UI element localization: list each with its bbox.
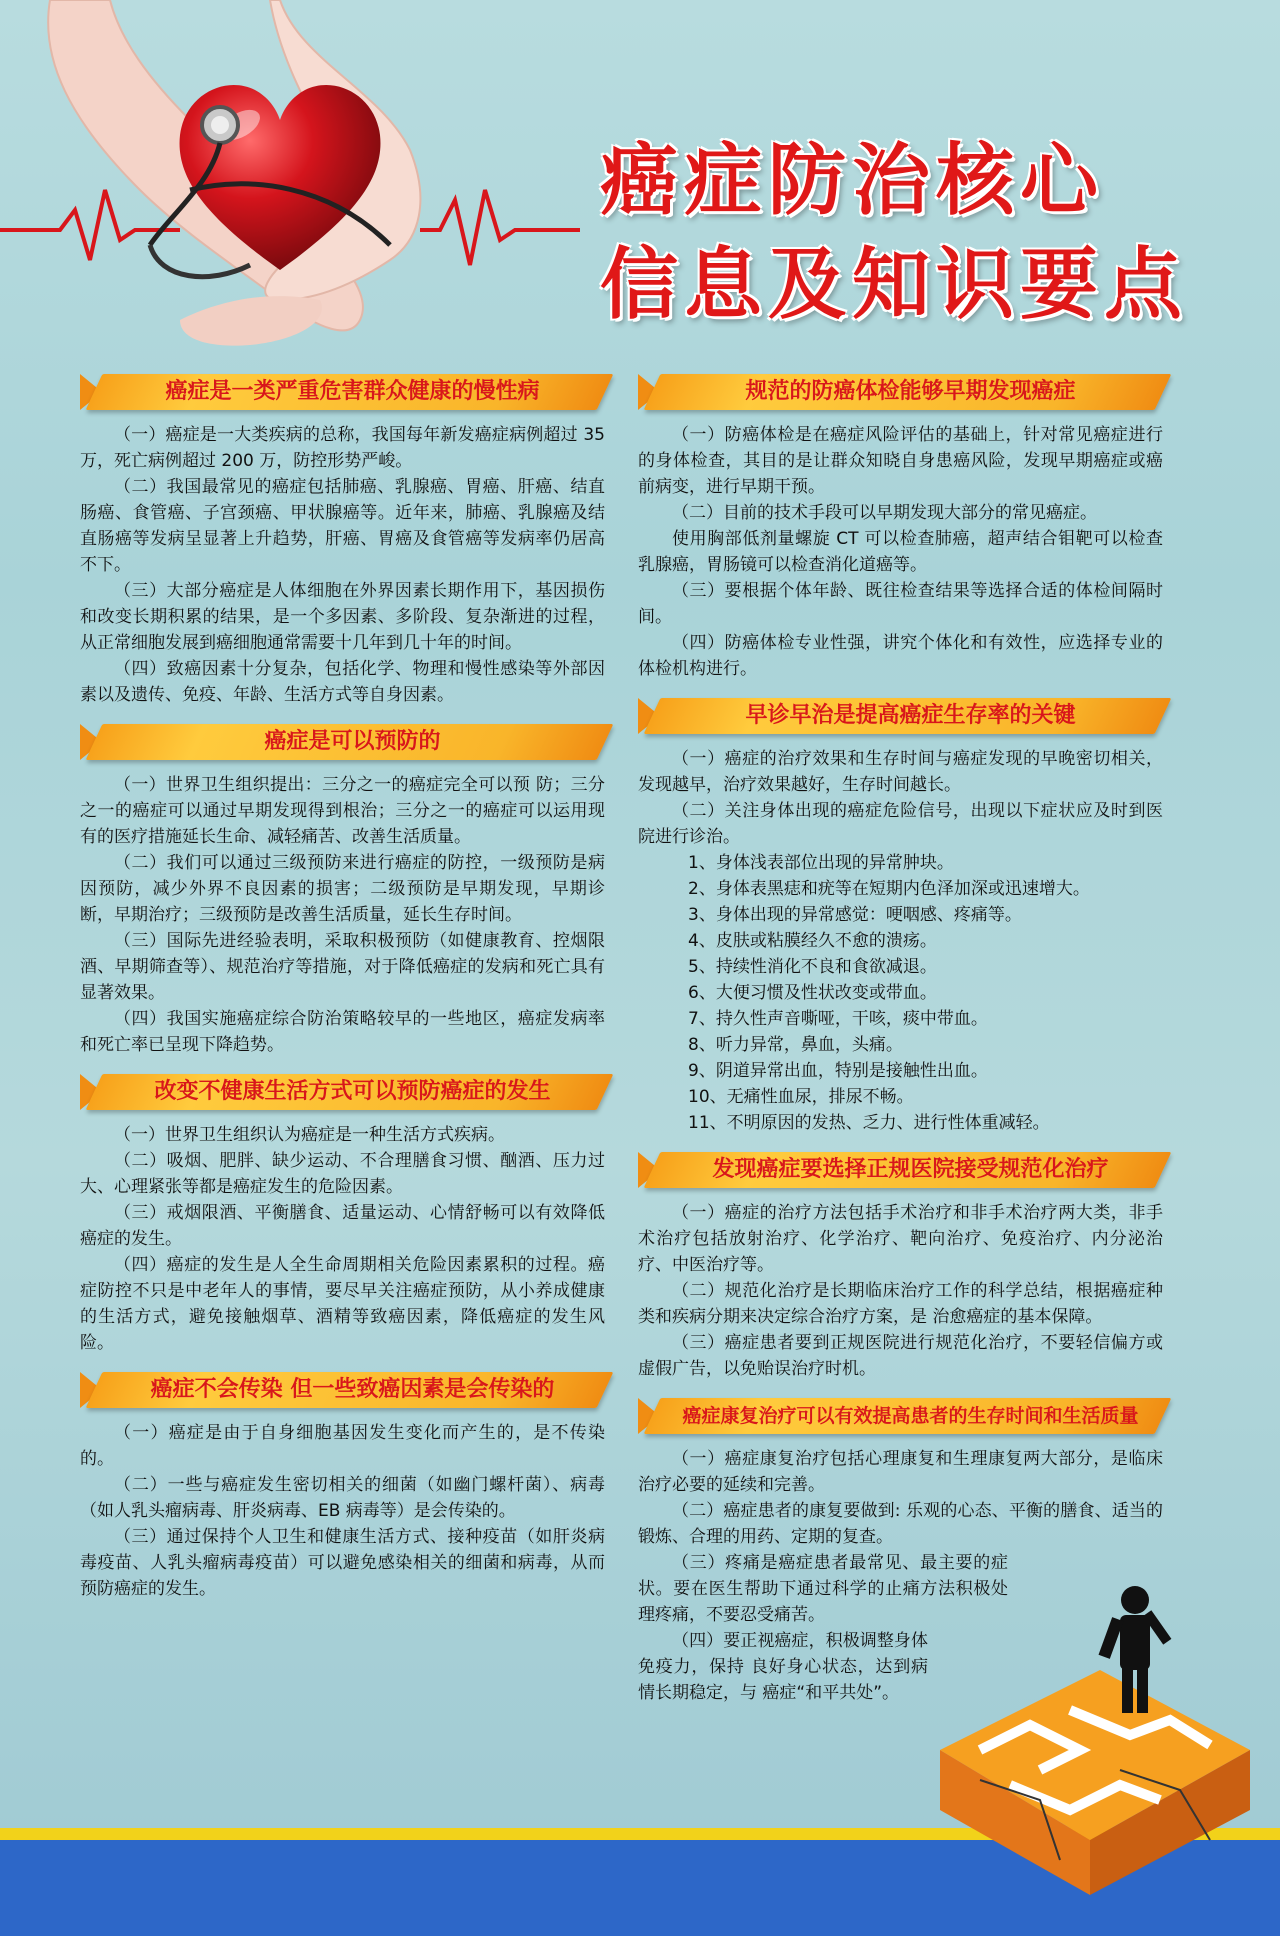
paragraph: （二）一些与癌症发生密切相关的细菌（如幽门螺杆菌）、病毒（如人乳头瘤病毒、肝炎病毒、EB 病毒等）是会传染的。 [80, 1475, 605, 1521]
list-item: 9、阴道异常出血，特别是接触性出血。 [688, 1061, 988, 1081]
section-heading-text: 改变不健康生活方式可以预防癌症的发生 [154, 1079, 551, 1104]
section-heading-text: 发现癌症要选择正规医院接受规范化治疗 [712, 1157, 1109, 1182]
paragraph: （二）我国最常见的癌症包括肺癌、乳腺癌、胃癌、肝癌、结直肠癌、食管癌、子宫颈癌、甲状腺癌等。近年来，肺癌、乳腺癌及结直肠癌等发病呈显著上升趋势，肝癌、胃癌及食管癌等发病率仍居高不下。 [80, 477, 605, 575]
section-lifestyle [80, 1072, 605, 1356]
section-heading [80, 1370, 605, 1410]
list-item: 2、身体表黑痣和疣等在短期内色泽加深或迅速增大。 [688, 879, 1090, 899]
section-heading-text: 规范的防癌体检能够早期发现癌症 [745, 379, 1076, 404]
section-early-diagnosis [638, 696, 1163, 1136]
paragraph: （四）我国实施癌症综合防治策略较早的一些地区，癌症发病率和死亡率已呈现下降趋势。 [80, 1009, 605, 1055]
paragraph: （三）通过保持个人卫生和健康生活方式、接种疫苗（如肝炎病毒疫苗、人乳头瘤病毒疫苗）可以避免感染相关的细菌和病毒，从而预防癌症的发生。 [80, 1527, 605, 1599]
paragraph: （一）癌症的治疗效果和生存时间与癌症发现的早晚密切相关，发现越早，治疗效果越好，生存时间越长。 [638, 749, 1163, 795]
stethoscope-icon [130, 95, 430, 295]
paragraph: （一）世界卫生组织提出：三分之一的癌症完全可以预 防；三分之一的癌症可以通过早期发现得到根治；三分之一的癌症可以运用现有的医疗措施延长生命、减轻痛苦、改善生活质量。 [80, 775, 605, 847]
list-item: 8、听力异常，鼻血，头痛。 [688, 1035, 903, 1055]
section-preventable [80, 722, 605, 1058]
paragraph: （一）世界卫生组织认为癌症是一种生活方式疾病。 [114, 1125, 505, 1145]
section-heading [638, 1150, 1163, 1190]
paragraph: （二）关注身体出现的癌症危险信号，出现以下症状应及时到医院进行诊治。 [638, 801, 1163, 847]
section-heading [80, 372, 605, 412]
paragraph: （三）癌症患者要到正规医院进行规范化治疗，不要轻信偏方或虚假广告，以免贻误治疗时机。 [638, 1333, 1163, 1379]
paragraph: （一）癌症的治疗方法包括手术治疗和非手术治疗两大类，非手术治疗包括放射治疗、化学治疗、靶向治疗、免疫治疗、内分泌治疗、中医治疗等。 [638, 1203, 1163, 1275]
section-heading [638, 372, 1163, 412]
paragraph: （四）防癌体检专业性强，讲究个体化和有效性，应选择专业的体检机构进行。 [638, 633, 1163, 679]
paragraph: （三）大部分癌症是人体细胞在外界因素长期作用下，基因损伤和改变长期积累的结果，是一个多因素、多阶段、复杂渐进的过程，从正常细胞发展到癌细胞通常需要十几年到几十年的时间。 [80, 581, 605, 653]
list-item: 7、持久性声音嘶哑，干咳，痰中带血。 [688, 1009, 988, 1029]
section-screening [638, 372, 1163, 682]
paragraph: （一）防癌体检是在癌症风险评估的基础上，针对常见癌症进行的身体检查，其目的是让群众知晓自身患癌风险，发现早期癌症或癌前病变，进行早期干预。 [638, 425, 1163, 497]
paragraph: （一）癌症康复治疗包括心理康复和生理康复两大部分，是临床治疗必要的延续和完善。 [638, 1449, 1163, 1495]
symptom-list [638, 850, 1163, 1136]
paragraph: （二）吸烟、肥胖、缺少运动、不合理膳食习惯、酗酒、压力过大、心理紧张等都是癌症发生的危险因素。 [80, 1151, 605, 1197]
paragraph: （一）癌症是一大类疾病的总称，我国每年新发癌症病例超过 35 万，死亡病例超过 200 万，防控形势严峻。 [80, 425, 605, 471]
list-item: 6、大便习惯及性状改变或带血。 [688, 983, 937, 1003]
paragraph: （四）癌症的发生是人全生命周期相关危险因素累积的过程。癌症防控不只是中老年人的事情，要尽早关注癌症预防，从小养成健康的生活方式，避免接触烟草、酒精等致癌因素，降低癌症的发生风险。 [80, 1255, 605, 1353]
section-heading [80, 1072, 605, 1112]
section-heading-text: 癌症是可以预防的 [264, 729, 441, 754]
section-standard-treatment [638, 1150, 1163, 1382]
paragraph: （三）戒烟限酒、平衡膳食、适量运动、心情舒畅可以有效降低癌症的发生。 [80, 1203, 605, 1249]
section-chronic-disease [80, 372, 605, 708]
list-item: 5、持续性消化不良和食欲减退。 [688, 957, 937, 977]
paragraph: （四）要正视癌症，积极调整身体免疫力，保持 良好身心状态，达到病情长期稳定，与 癌症“和平共处”。 [638, 1631, 928, 1703]
left-column [80, 372, 605, 1616]
paragraph: （二）癌症患者的康复要做到: 乐观的心态、平衡的膳食、适当的锻炼、合理的用药、定期的复查。 [638, 1501, 1163, 1547]
section-heading-text: 癌症是一类严重危害群众健康的慢性病 [165, 379, 540, 404]
right-column [638, 372, 1163, 1720]
paragraph: （二）规范化治疗是长期临床治疗工作的科学总结，根据癌症种类和疾病分期来决定综合治疗方案，是 治愈癌症的基本保障。 [638, 1281, 1163, 1327]
list-item: 11、不明原因的发热、乏力、进行性体重减轻。 [688, 1113, 1050, 1133]
paragraph: 使用胸部低剂量螺旋 CT 可以检查肺癌，超声结合钼靶可以检查乳腺癌，胃肠镜可以检查消化道癌等。 [638, 529, 1163, 575]
maze-figure-icon [920, 1560, 1260, 1900]
list-item: 10、无痛性血尿，排尿不畅。 [688, 1087, 914, 1107]
section-heading [80, 722, 605, 762]
paragraph: （一）癌症是由于自身细胞基因发生变化而产生的，是不传染的。 [80, 1423, 605, 1469]
list-item: 3、身体出现的异常感觉：哽咽感、疼痛等。 [688, 905, 1022, 925]
section-heading [638, 696, 1163, 736]
section-heading [638, 1396, 1163, 1436]
page-title-line2: 信息及知识要点 [600, 240, 1189, 330]
list-item: 4、皮肤或粘膜经久不愈的溃疡。 [688, 931, 937, 951]
section-heading-text: 癌症康复治疗可以有效提高患者的生存时间和生活质量 [682, 1405, 1139, 1427]
paragraph: （二）我们可以通过三级预防来进行癌症的防控，一级预防是病因预防，减少外界不良因素的损害；二级预防是早期发现，早期诊断，早期治疗；三级预防是改善生活质量，延长生存时间。 [80, 853, 605, 925]
paragraph: （三）要根据个体年龄、既往检查结果等选择合适的体检间隔时间。 [638, 581, 1163, 627]
page-title-line1: 癌症防治核心 [600, 136, 1105, 226]
section-heading-text: 癌症不会传染 但一些致癌因素是会传染的 [150, 1377, 555, 1402]
paragraph: （四）致癌因素十分复杂，包括化学、物理和慢性感染等外部因素以及遗传、免疫、年龄、生活方式等自身因素。 [80, 659, 605, 705]
list-item: 1、身体浅表部位出现的异常肿块。 [688, 853, 954, 873]
section-heading-text: 早诊早治是提高癌症生存率的关键 [745, 703, 1076, 728]
paragraph: （二）目前的技术手段可以早期发现大部分的常见癌症。 [672, 503, 1097, 523]
paragraph: （三）疼痛是癌症患者最常见、最主要的症状。要在医生帮助下通过科学的止痛方法积极处理疼痛，不要忍受痛苦。 [638, 1553, 1008, 1625]
section-not-contagious [80, 1370, 605, 1602]
paragraph: （三）国际先进经验表明，采取积极预防（如健康教育、控烟限酒、早期筛查等）、规范治疗等措施，对于降低癌症的发病和死亡具有显著效果。 [80, 931, 605, 1003]
